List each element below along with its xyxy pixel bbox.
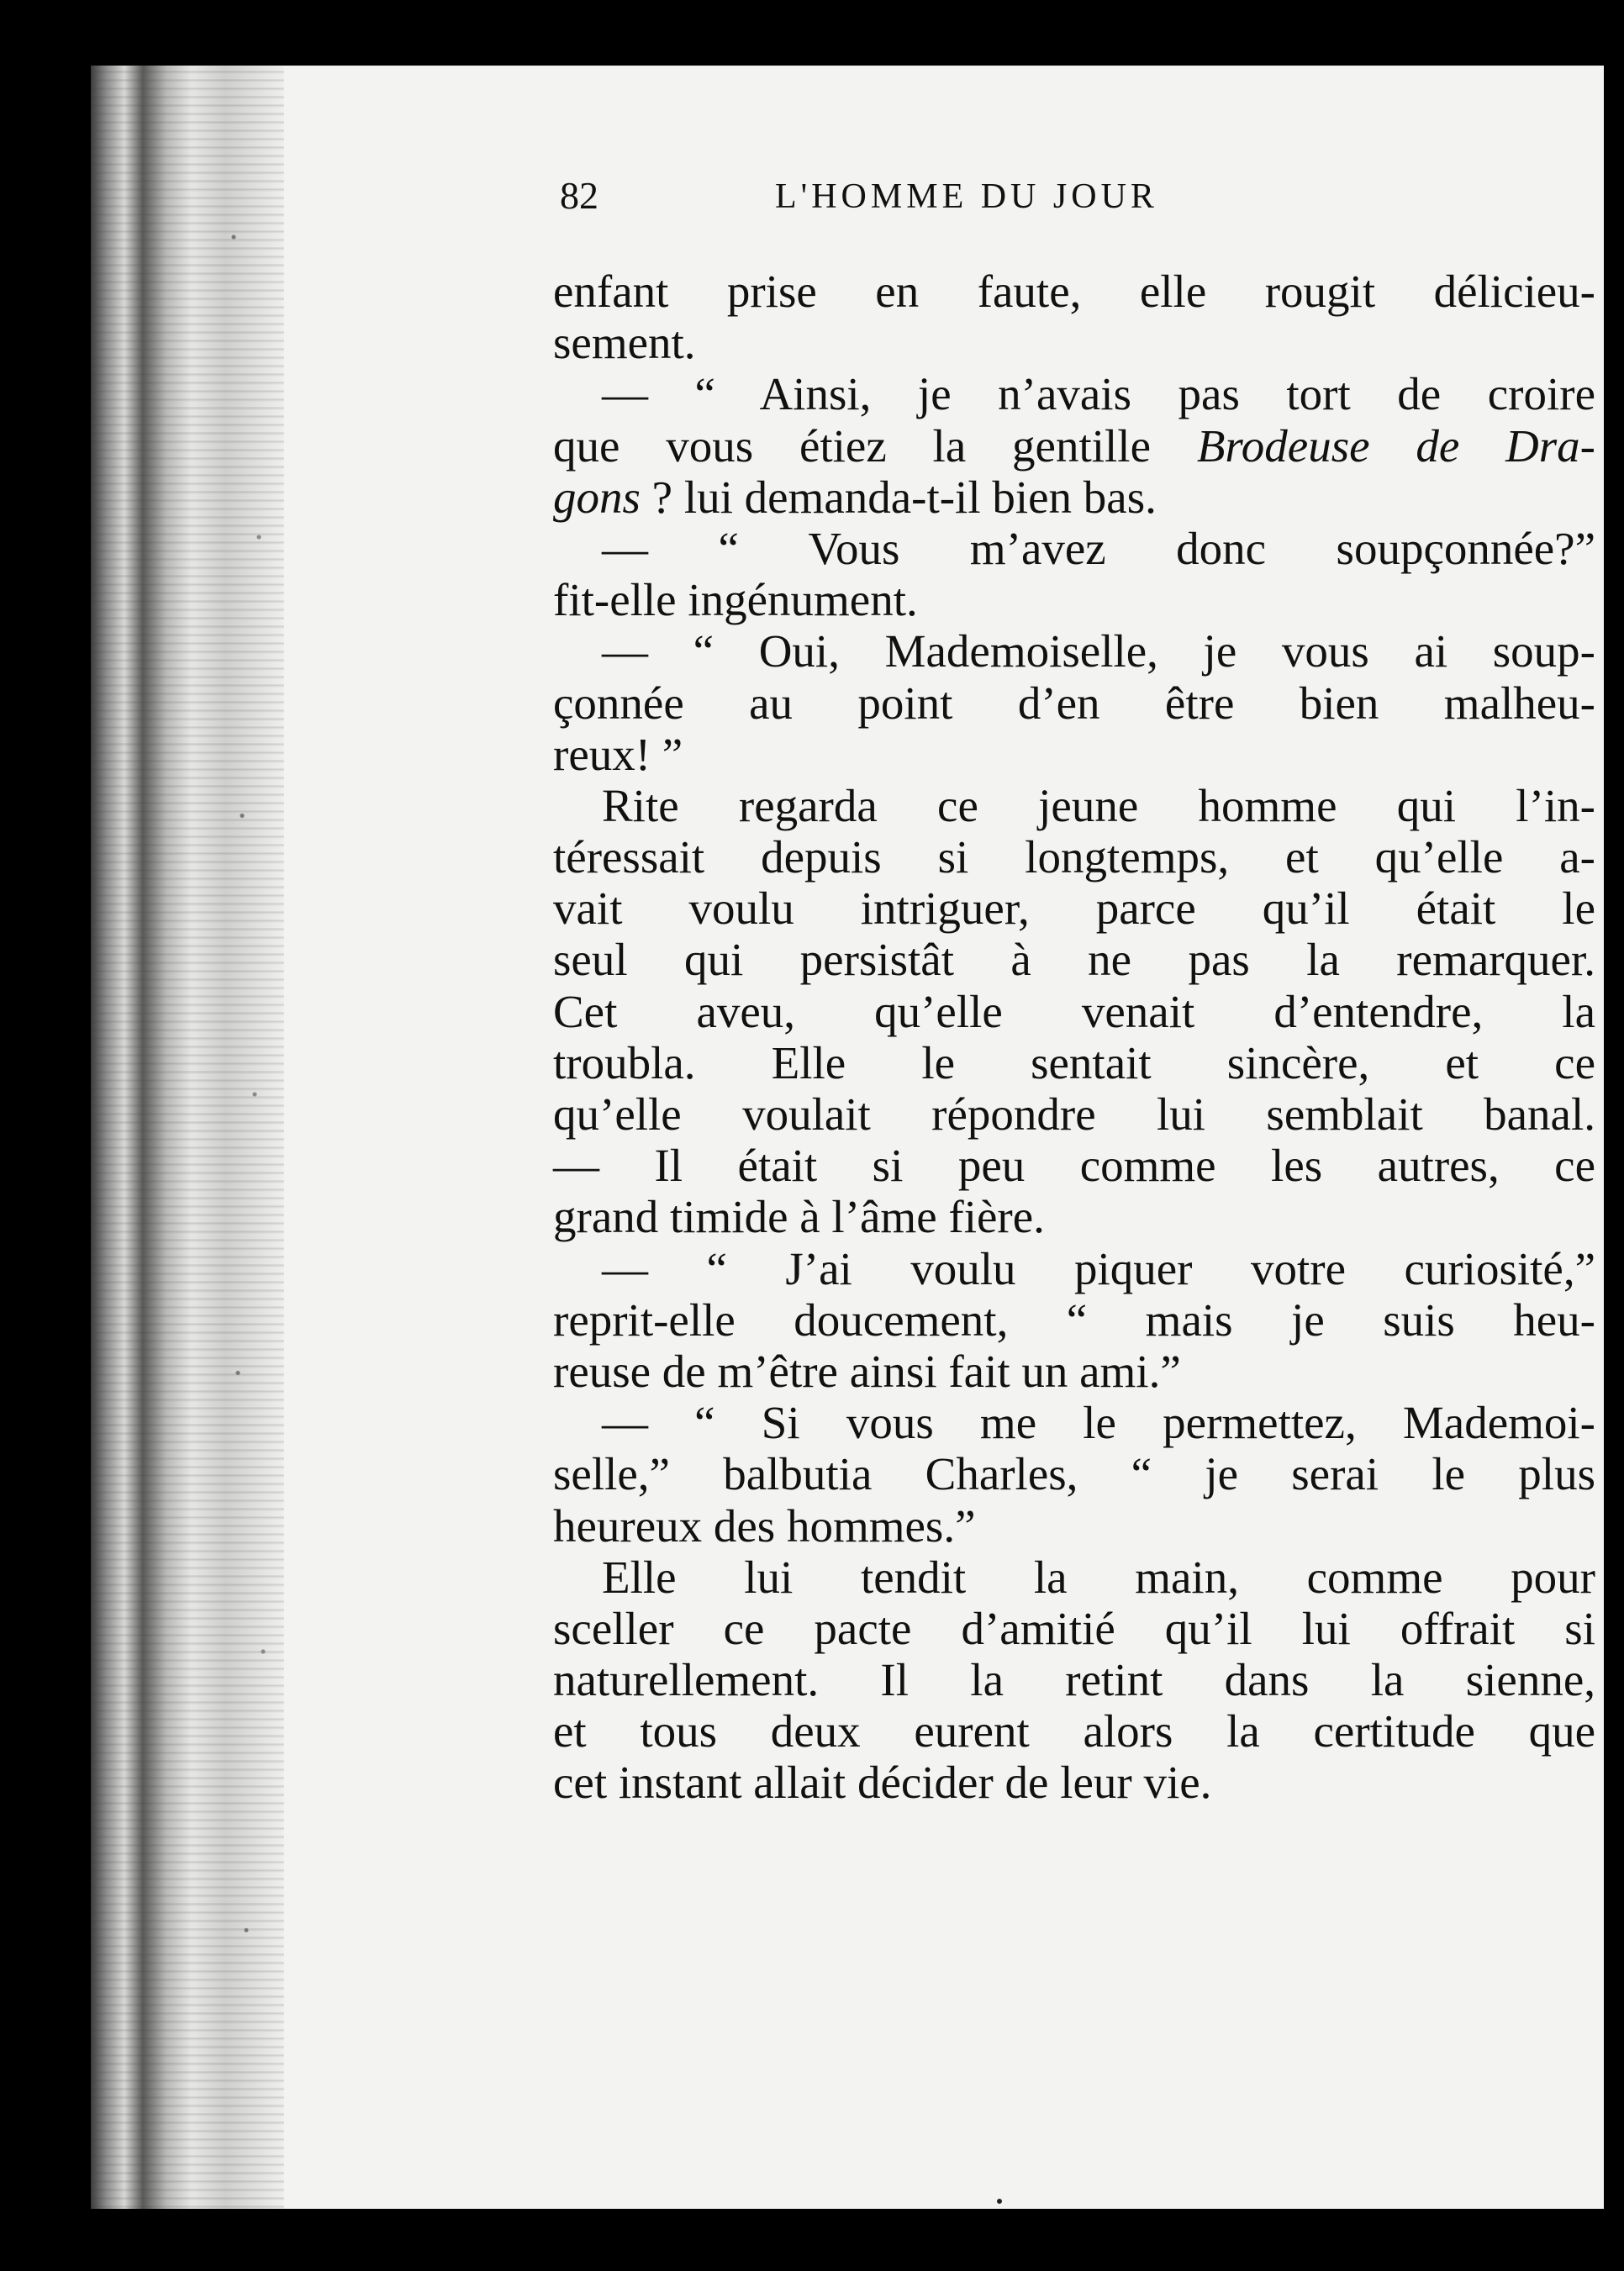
text-line [553,1037,1595,1088]
text-line [553,1552,1595,1603]
text-line [553,1603,1595,1654]
text-line [553,677,1595,729]
text-line [553,1654,1595,1705]
line-text: — Il était si peu comme les autres, ce [553,1140,1595,1192]
line-text: — “ Vous m’avez donc soupçonnée?” [602,522,1595,574]
text-line [553,420,1595,472]
line-text: reuse de m’être ainsi fait un ami.” [553,1345,1181,1397]
page-header [560,173,1602,232]
line-text: vait voulu intriguer, parce qu’il était le [553,883,1595,935]
text-line [553,1500,1595,1552]
line-text: qu’elle voulait répondre lui semblait banal. [553,1088,1595,1140]
spine-speckles [208,66,293,2209]
line-text: enfant prise en faute, elle rougit délicieu- [553,266,1595,317]
line-text: selle,” balbutia Charles, “ je serai le plus [553,1448,1595,1500]
line-text: grand timide à l’âme fière. [553,1191,1045,1243]
line-text: sceller ce pacte d’amitié qu’il lui offrait si [553,1602,1595,1654]
text-line [553,883,1595,934]
text-line [553,1088,1595,1140]
text-line [553,1448,1595,1499]
text-line [553,625,1595,677]
text-line [553,986,1595,1037]
line-text: çonnée au point d’en être bien malheu- [553,677,1595,729]
text-line [553,368,1595,419]
line-text: heureux des hommes.” [553,1499,976,1552]
line-text: troubla. Elle le sentait sincère, et ce [553,1036,1595,1088]
book-page [91,66,1604,2209]
line-text: ? lui demanda-t-il bien bas. [640,471,1157,523]
text-line [553,1294,1595,1346]
text-line [553,266,1595,317]
page-number: 82 [560,174,598,217]
line-text: que vous étiez la gentille [553,419,1197,472]
text-line [553,1191,1595,1242]
line-text: téressait depuis si longtemps, et qu’elle a- [553,831,1595,883]
text-line [553,472,1595,523]
line-text: Elle lui tendit la main, comme pour [602,1551,1595,1603]
text-line [553,780,1595,831]
page-speck [997,2199,1002,2204]
text-line [553,1757,1595,1808]
text-line [553,317,1595,368]
line-text: naturellement. Il la retint dans la sienne, [553,1654,1595,1706]
line-text: — “ J’ai voulu piquer votre curiosité,” [602,1242,1595,1294]
body-text [553,266,1595,1809]
line-text: seul qui persistât à ne pas la remarquer. [553,934,1595,986]
line-text: reprit-elle doucement, “ mais je suis heu- [553,1294,1595,1346]
text-line [553,1243,1595,1294]
text-line [553,523,1595,574]
italic-title-fragment: Brodeuse de Dra- [1196,419,1595,472]
text-line [553,1705,1595,1757]
line-text: cet instant allait décider de leur vie. [553,1757,1212,1809]
line-text: — “ Si vous me le permettez, Mademoi- [602,1397,1595,1449]
text-line [553,934,1595,985]
line-text: et tous deux eurent alors la certitude que [553,1705,1595,1757]
text-line [553,1346,1595,1397]
text-line [553,1397,1595,1448]
text-line [553,1140,1595,1191]
running-title: L'HOMME DU JOUR [775,177,1158,216]
text-line [553,574,1595,625]
line-text: Rite regarda ce jeune homme qui l’in- [602,779,1595,831]
text-line [553,831,1595,883]
line-text: — “ Ainsi, je n’avais pas tort de croire [602,368,1595,420]
italic-title-fragment: gons [553,471,641,523]
line-text: sement. [553,317,696,369]
text-line [553,729,1595,780]
line-text: fit-elle ingénument. [553,574,918,626]
line-text: Cet aveu, qu’elle venait d’entendre, la [553,985,1595,1037]
line-text: — “ Oui, Mademoiselle, je vous ai soup- [602,625,1595,677]
line-text: reux! ” [553,728,683,780]
